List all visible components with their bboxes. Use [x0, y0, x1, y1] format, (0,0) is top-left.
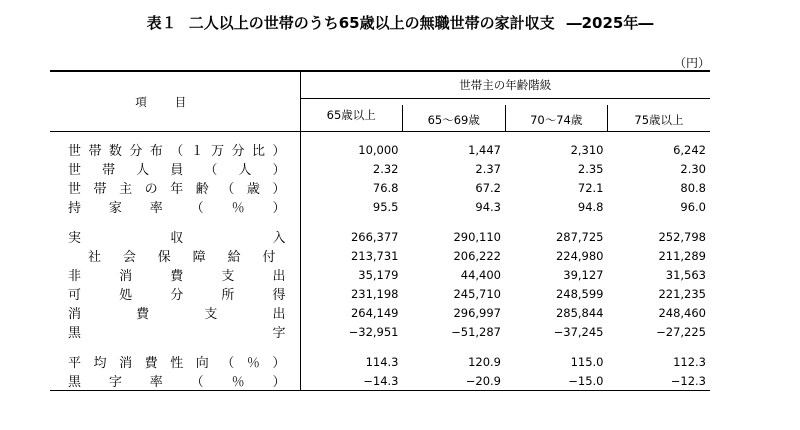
- cell-value: 211,289: [658, 248, 706, 263]
- cell-value: 2,310: [570, 142, 604, 157]
- row-label: [50, 322, 300, 341]
- cell-value: 2.35: [577, 161, 604, 176]
- cell-value: 39,127: [563, 267, 604, 282]
- table-row: [50, 352, 710, 371]
- row-label-text: 黒 字: [68, 326, 286, 341]
- cell-value: 2.30: [680, 161, 706, 176]
- unit-label: （円）: [673, 56, 710, 70]
- household-budget-table: [50, 70, 710, 391]
- cell-value: −15.0: [505, 371, 608, 391]
- row-label-text: 実 収 入: [68, 231, 286, 246]
- row-label-text: 持 家 率 （ ％ ）: [68, 201, 286, 216]
- row-label: [50, 227, 300, 246]
- cell-value: −12.3: [608, 371, 711, 391]
- table-row: [50, 227, 710, 246]
- cell-value: 72.1: [577, 180, 604, 195]
- row-label: [50, 303, 300, 322]
- cell-value: 231,198: [350, 286, 399, 301]
- cell-value: 115.0: [570, 354, 604, 369]
- header-col-65-69: 65～69歳: [403, 105, 506, 132]
- row-label-text: 可 処 分 所 得: [68, 288, 286, 303]
- cell-value: −51,287: [451, 324, 501, 339]
- table-row: [50, 197, 710, 216]
- table-year: ―2025年―: [566, 14, 654, 32]
- table-title-text: 二人以上の世帯のうち65歳以上の無職世帯の家計収支: [188, 14, 555, 32]
- header-col-75-plus: 75歳以上: [608, 105, 711, 132]
- header-col-65-plus: 65歳以上: [300, 99, 403, 132]
- cell-value: 213,731: [350, 248, 399, 263]
- cell-value: 287,725: [555, 229, 604, 244]
- cell-value: 266,377: [350, 229, 399, 244]
- table-body: [50, 132, 710, 391]
- cell-value: 10,000: [358, 142, 399, 157]
- row-label-text: 消 費 支 出: [68, 307, 286, 322]
- cell-value: 6,242: [673, 142, 706, 157]
- row-label: [50, 132, 300, 160]
- cell-value: 248,599: [555, 286, 604, 301]
- row-label: [50, 197, 300, 216]
- cell-value: 2.37: [475, 161, 501, 176]
- cell-value: 114.3: [365, 354, 399, 369]
- cell-value: 94.8: [577, 199, 604, 214]
- cell-value: 224,980: [555, 248, 604, 263]
- row-label: [50, 352, 300, 371]
- cell-value: 31,563: [665, 267, 706, 282]
- cell-value: 264,149: [350, 305, 399, 320]
- row-label-text: 社 会 保 障 給 付: [88, 250, 276, 265]
- row-label-text: 世 帯 数 分 布 （ １ 万 分 比 ）: [68, 144, 286, 159]
- cell-value: 2.32: [372, 161, 399, 176]
- row-label-text: 平 均 消 費 性 向 （ ％ ）: [68, 356, 286, 371]
- header-age-group: 世帯主の年齢階級: [300, 71, 710, 99]
- cell-value: 95.5: [372, 199, 399, 214]
- cell-value: 206,222: [453, 248, 501, 263]
- cell-value: 296,997: [453, 305, 501, 320]
- header-item: 項目: [50, 71, 300, 132]
- table-row: [50, 303, 710, 322]
- row-label: [50, 178, 300, 197]
- table-row: [50, 265, 710, 284]
- table-row: [50, 159, 710, 178]
- table-title: [0, 12, 800, 33]
- row-label-text: 黒 字 率 （ ％ ）: [68, 375, 286, 390]
- cell-value: −20.9: [403, 371, 506, 391]
- row-label: [50, 159, 300, 178]
- header-col-70-74: 70～74歳: [505, 105, 608, 132]
- table-row: [50, 371, 710, 391]
- cell-value: 96.0: [680, 199, 706, 214]
- cell-value: 1,447: [468, 142, 501, 157]
- cell-value: −32,951: [348, 324, 399, 339]
- table-row: [50, 178, 710, 197]
- row-label-text: 世 帯 人 員 （ 人 ）: [68, 163, 286, 178]
- table-row: [50, 246, 710, 265]
- cell-value: 252,798: [658, 229, 706, 244]
- row-label: [50, 371, 300, 391]
- table-header: [50, 71, 710, 132]
- row-label: [50, 284, 300, 303]
- cell-value: 80.8: [680, 180, 706, 195]
- cell-value: −37,245: [553, 324, 604, 339]
- row-label: [50, 246, 300, 265]
- row-label-text: 非 消 費 支 出: [68, 269, 286, 284]
- cell-value: 35,179: [358, 267, 399, 282]
- cell-value: 44,400: [460, 267, 501, 282]
- table-row: [50, 284, 710, 303]
- cell-value: 94.3: [475, 199, 501, 214]
- cell-value: −27,225: [656, 324, 706, 339]
- cell-value: 67.2: [475, 180, 501, 195]
- cell-value: −14.3: [300, 371, 403, 391]
- cell-value: 76.8: [372, 180, 399, 195]
- cell-value: 221,235: [658, 286, 706, 301]
- cell-value: 248,460: [658, 305, 706, 320]
- cell-value: 285,844: [555, 305, 604, 320]
- table-row: [50, 132, 710, 160]
- cell-value: 112.3: [673, 354, 706, 369]
- cell-value: 245,710: [453, 286, 501, 301]
- table-row: [50, 322, 710, 341]
- row-label: [50, 265, 300, 284]
- cell-value: 290,110: [453, 229, 501, 244]
- table-number: 表１: [146, 14, 177, 32]
- cell-value: 120.9: [468, 354, 501, 369]
- row-label-text: 世 帯 主 の 年 齢 （ 歳 ）: [68, 182, 286, 197]
